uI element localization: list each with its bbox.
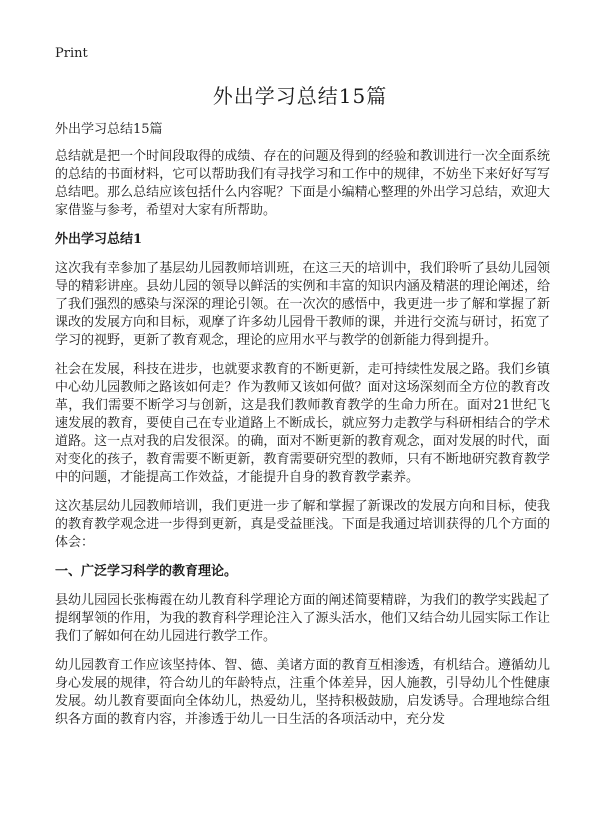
article-subtitle: 外出学习总结15篇	[55, 122, 163, 137]
intro-paragraph: 总结就是把一个时间段取得的成绩、存在的问题及得到的经验和教训进行一次全面系统的总结的书面材料，它可以帮助我们有寻找学习和工作中的规律，不妨坐下来好好写写总结吧。那么总结应该包括什么内容呢？下面是小编精心整理的外出学习总结，欢迎大家借鉴与参考，希望对大家有所帮助。	[55, 149, 550, 218]
body-paragraph: 这次基层幼儿园教师培训，我们更进一步了解和掌握了新课改的发展方向和目标，使我的教育教学观念进一步得到更新，真是受益匪浅。下面是我通过培训获得的几个方面的体会：	[55, 499, 550, 550]
body-paragraph: 这次我有幸参加了基层幼儿园教师培训班，在这三天的培训中，我们聆听了县幼儿园领导的精彩讲座。县幼儿园的领导以鲜活的实例和丰富的知识内涵及精湛的理论阐述，给了我们强烈的感染与深深的理论引领。在一次次的感悟中，我更进一步了解和掌握了新课改的发展方向和目标，观摩了许多幼儿园骨干教师的课，并进行交流与研讨，拓宽了学习的视野，更新了教育观念，理论的应用水平与教学的创新能力得到提升。	[55, 261, 550, 348]
body-paragraph: 社会在发展，科技在进步，也就要求教育的不断更新，走可持续性发展之路。我们乡镇中心幼儿园教师之路该如何走？作为教师又该如何做？面对这场深刻而全方位的教育改革，我们需要不断学习与创新，这是我们教师教育教学的生命力所在。面对21世纪飞速发展的教育，要使自己在专业道路上不断成长，就应努力走教学与科研相结合的学术道路。这一点对我的启发很深。的确，面对不断更新的教育观念，面对发展的时代，面对变化的孩子，教育需要不断更新，教育需要研究型的教师，只有不断地研究教育教学中的问题，才能提高工作效益，才能提升自身的教育教学素养。	[55, 362, 550, 485]
subsection-heading: 一、广泛学习科学的教育理论。	[55, 564, 238, 579]
page-title: 外出学习总结15篇	[212, 84, 388, 108]
section-heading: 外出学习总结1	[55, 232, 143, 247]
body-paragraph: 幼儿园教育工作应该坚持体、智、德、美诸方面的教育互相渗透，有机结合。遵循幼儿身心发展的规律，符合幼儿的年龄特点，注重个体差异，因人施教，引导幼儿个性健康发展。幼儿教育要面向全体幼儿，热爱幼儿，坚持积极鼓励，启发诱导。合理地综合组织各方面的教育内容，并渗透于幼儿一日生活的各项活动中，充分发	[55, 658, 550, 727]
article-body	[55, 121, 550, 740]
body-paragraph: 县幼儿园园长张梅霞在幼儿教育科学理论方面的阐述简要精辟，为我们的教学实践起了提纲挈领的作用，为我的教育科学理论注入了源头活水，他们又结合幼儿园实际工作让我们了解如何在幼儿园进行教学工作。	[55, 593, 550, 644]
print-link[interactable]: Print	[55, 46, 88, 61]
